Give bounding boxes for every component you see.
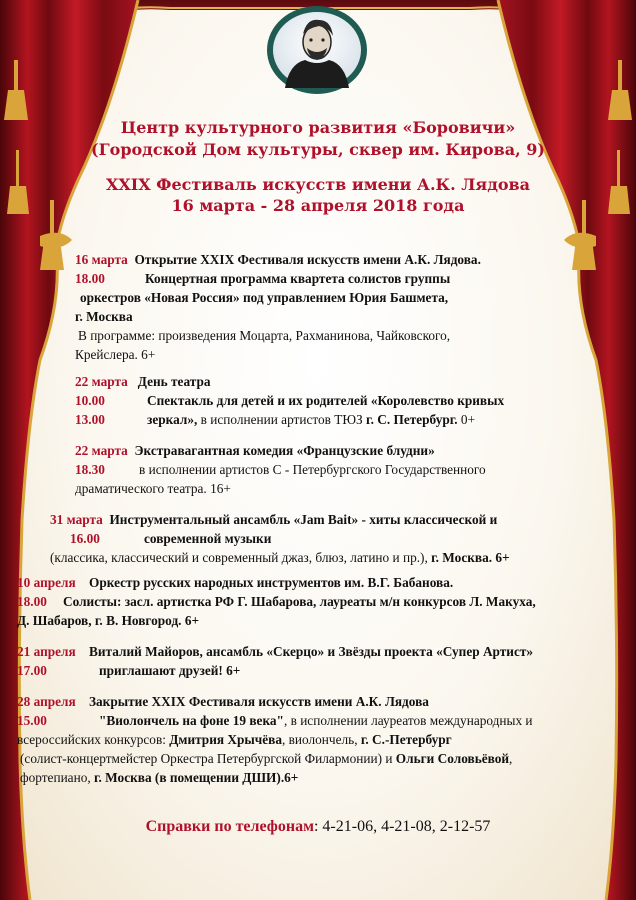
event-title: Закрытие XXIX Фестиваля искусств имени А.К. Лядова <box>89 694 429 709</box>
event-text: зеркал», <box>147 412 198 427</box>
event-city: г. Москва (в помещении ДШИ).6+ <box>94 770 299 785</box>
event-date: 22 марта <box>75 443 128 458</box>
event-text: приглашают друзей! 6+ <box>99 663 241 678</box>
event-date: 31 марта <box>50 512 103 527</box>
festival-title: XXIX Фестиваль искусств имени А.К. Лядова <box>105 175 531 194</box>
event-city: г. Москва. 6+ <box>431 550 510 565</box>
event-text: оркестров «Новая Россия» под управлением Юрия Башмета, <box>80 290 449 305</box>
event-text: , в исполнении лауреатов международных и <box>283 713 533 728</box>
event-theatre-day <box>75 372 504 429</box>
event-time: 13.00 <box>75 412 105 427</box>
event-orchestra <box>17 573 536 630</box>
center-name: Центр культурного развития «Боровичи» <box>120 118 516 137</box>
event-date: 28 апреля <box>17 694 76 709</box>
event-time: 18.00 <box>17 594 47 609</box>
event-time: 18.30 <box>75 462 105 477</box>
event-title: Оркестр русских народных инструментов им. В.Г. Бабанова. <box>89 575 454 590</box>
event-date: 16 марта <box>75 252 128 267</box>
event-text: Спектакль для детей и их родителей «Королевство кривых <box>147 393 505 408</box>
event-text: в исполнении артистов ТЮЗ <box>197 412 367 427</box>
event-text: в исполнении артистов С - Петербургского Государственного <box>139 462 486 477</box>
center-address: (Городской Дом культуры, сквер им. Кирова, 9) <box>91 140 545 159</box>
event-title: Открытие XXIX Фестиваля искусств имени А.К. Лядова. <box>134 252 481 267</box>
performer-name: Дмитрия Хрычёва <box>169 732 282 747</box>
event-text: драматического театра. 16+ <box>75 481 231 496</box>
event-text: Крейслера. 6+ <box>75 347 156 362</box>
event-opening <box>75 250 481 364</box>
event-text: Концертная программа квартета солистов группы <box>145 271 451 286</box>
phones-label: Справки по телефонам <box>145 818 314 835</box>
event-title: День театра <box>137 374 211 389</box>
event-time: 15.00 <box>17 713 47 728</box>
event-text: В программе: произведения Моцарта, Рахманинова, Чайковского, <box>78 328 451 343</box>
event-text: , виолончель, <box>282 732 361 747</box>
event-date: 21 апреля <box>17 644 76 659</box>
event-text: (классика, классический и современный джаз, блюз, латино и пр.), <box>50 550 432 565</box>
event-text: фортепиано, <box>20 770 94 785</box>
event-text: г. Москва <box>75 309 133 324</box>
event-text: всероссийских конкурсов: <box>17 732 170 747</box>
phones-numbers: : 4-21-06, 4-21-08, 2-12-57 <box>313 818 491 835</box>
event-age: 0+ <box>457 412 476 427</box>
event-date: 10 апреля <box>17 575 76 590</box>
portrait-icon <box>263 2 371 98</box>
event-text: современной музыки <box>144 531 272 546</box>
event-jam-bait <box>50 510 510 567</box>
contact-phones <box>0 818 636 836</box>
event-date: 22 марта <box>75 374 128 389</box>
event-city: г. С. Петербург. <box>366 412 458 427</box>
event-comedy <box>75 441 486 498</box>
event-time: 17.00 <box>17 663 47 678</box>
festival-dates: 16 марта - 28 апреля 2018 года <box>171 196 465 215</box>
event-time: 16.00 <box>70 531 100 546</box>
event-text: , <box>509 751 513 766</box>
event-title: Экстравагантная комедия «Французские блудни» <box>134 443 435 458</box>
event-text: (солист-концертмейстер Оркестра Петербургской Филармонии) и <box>20 751 396 766</box>
event-scherzo <box>17 642 533 680</box>
event-closing <box>17 692 533 787</box>
event-text: "Виолончель на фоне 19 века" <box>99 713 284 728</box>
event-city: г. С.-Петербург <box>360 732 452 747</box>
event-title: Виталий Майоров, ансамбль «Скерцо» и Звёзды проекта «Супер Артист» <box>89 644 534 659</box>
event-text: Солисты: засл. артистка РФ Г. Шабарова, лауреаты м/н конкурсов Л. Макуха, <box>63 594 536 609</box>
performer-name: Ольги Соловьёвой <box>395 751 510 766</box>
event-time: 18.00 <box>75 271 105 286</box>
event-text: Д. Шабаров, г. В. Новгород. 6+ <box>17 613 200 628</box>
event-title: Инструментальный ансамбль «Jam Bait» - хиты классической и <box>109 512 498 527</box>
event-time: 10.00 <box>75 393 105 408</box>
